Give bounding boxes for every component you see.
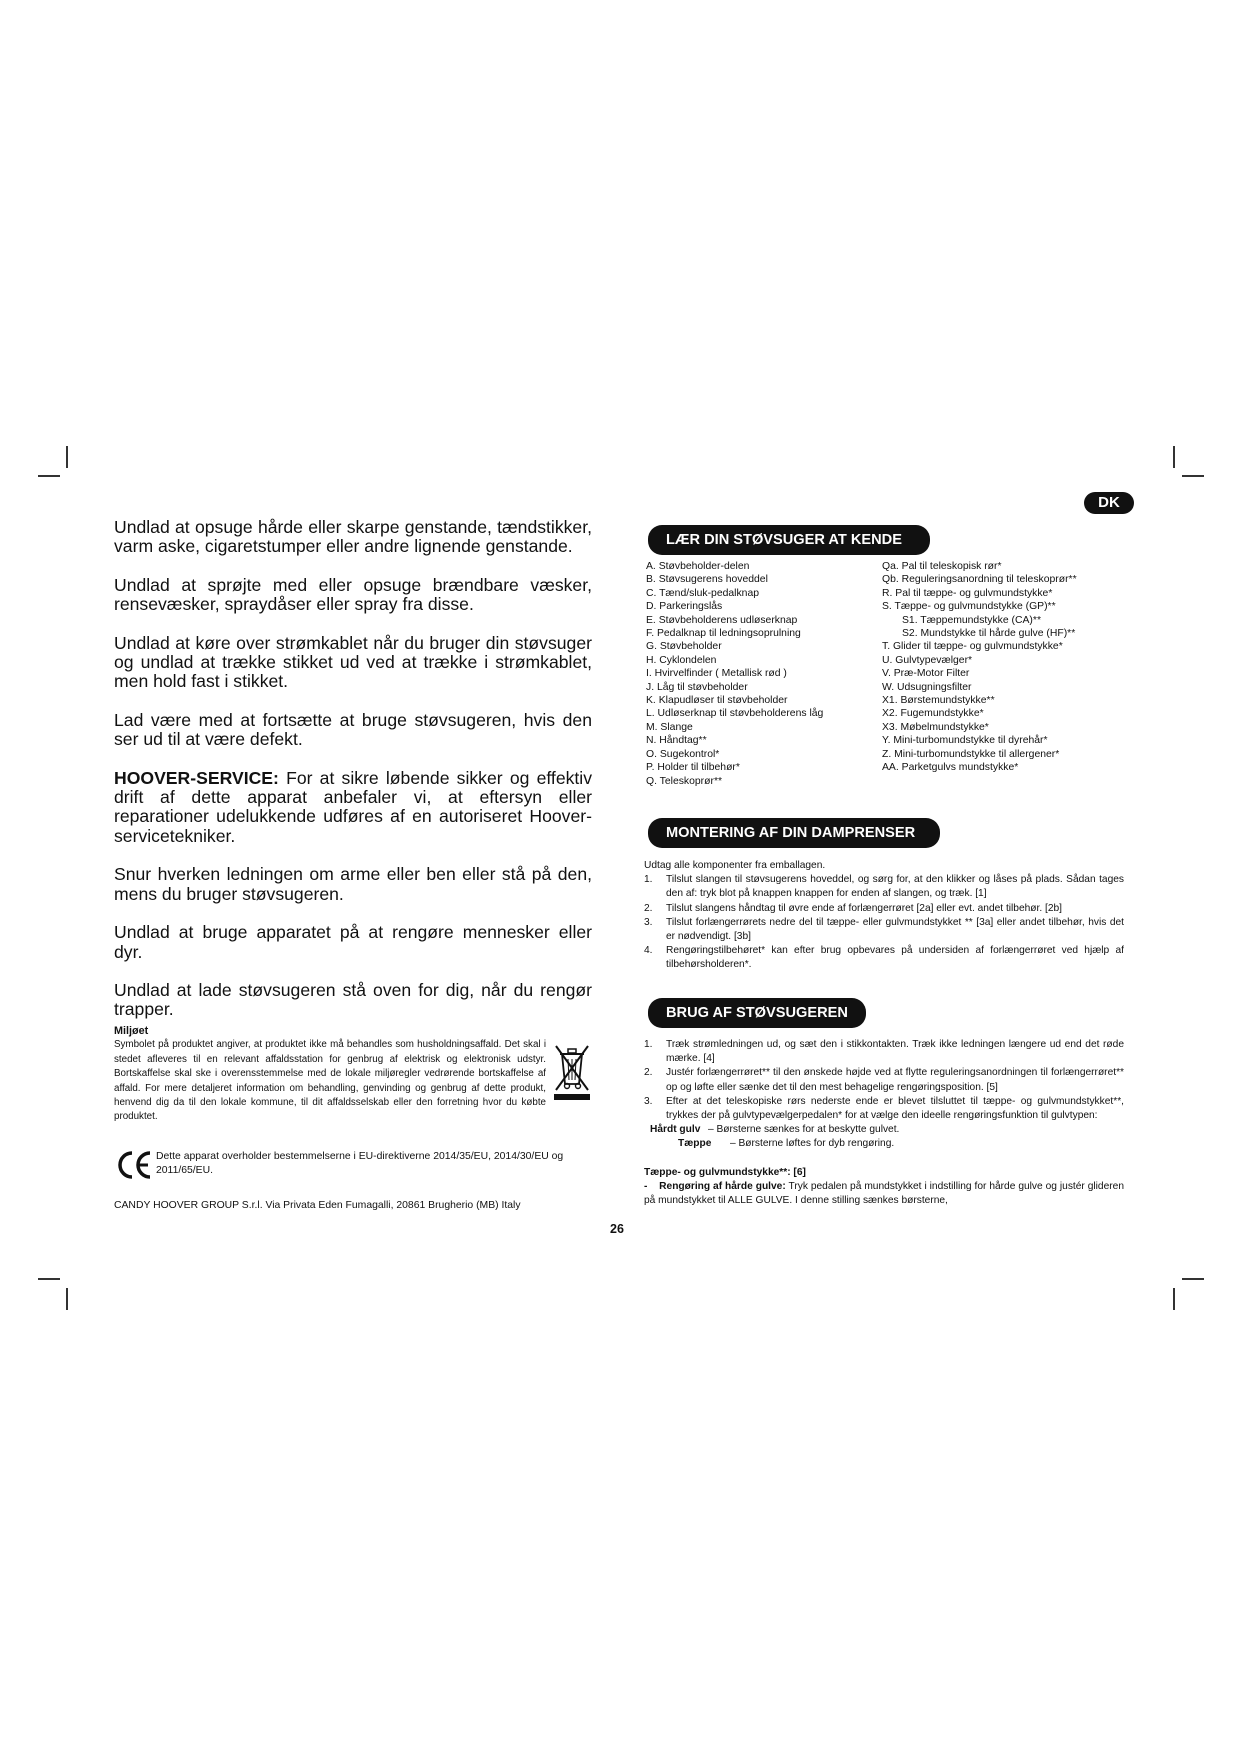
part-item: X3. Møbelmundstykke* [882,721,989,733]
environment-title: Miljøet [114,1025,149,1037]
part-item: E. Støvbeholderens udløserknap [646,614,798,626]
assembly-intro: Udtag alle komponenter fra emballagen. [644,860,826,871]
warning-paragraph: Snur hverken ledningen om arme eller ben eller stå på den, mens du bruger støvsugeren. [114,864,592,904]
part-item: N. Håndtag** [646,735,707,747]
part-item: AA. Parketgulvs mundstykke* [882,762,1019,774]
assembly-steps [644,859,1124,973]
hoover-service-text: For at sikre løbende sikker og effektiv drift af dette apparat anbefaler vi, at eftersyn eller reparationer udelukkende udføres af en autoriseret Hoover-servicetekniker. [114,767,592,846]
part-item: S. Tæppe- og gulvmundstykke (GP)** [882,601,1056,613]
crop-mark [1173,1288,1175,1310]
part-item: G. Støvbeholder [646,641,722,653]
crop-mark [1182,475,1204,477]
environment-section [114,1024,592,1125]
floor-option-carpet: Tæppe – Børsterne løftes for dyb rengøring. [678,1138,895,1150]
part-item: F. Pedalknap til ledningsoprulning [646,628,801,640]
usage-steps [644,1038,1124,1208]
list-item: 1. Tilslut slangen til støvsugerens hoveddel, og sørg for, at den klikker og låses på plads. Sådan tages den af: tryk blot på knappen knappen for enden af slangen, og træk. [1] [644,874,1124,900]
part-item: O. Sugekontrol* [646,748,720,760]
section-heading-usage: BRUG AF STØVSUGEREN [648,998,866,1028]
part-item: I. Hvirvelfinder ( Metallisk rød ) [646,668,787,680]
part-item: K. Klapudløser til støvbeholder [646,695,788,707]
warning-paragraph: Undlad at sprøjte med eller opsuge brændbare væsker, rensevæsker, spraydåser eller spray fra disse. [114,574,592,615]
hoover-service-paragraph [114,769,592,847]
part-item: R. Pal til tæppe- og gulvmundstykke* [882,587,1053,599]
warning-paragraph: Undlad at opsuge hårde eller skarpe genstande, tændstikker, varm aske, cigaretstumper eller andre lignende genstande. [114,517,592,557]
page-number: 26 [610,1222,624,1236]
warning-paragraph: Undlad at lade støvsugeren stå oven for dig, når du rengør trapper. [114,979,592,1020]
safety-warnings [114,518,592,1039]
part-item: Z. Mini-turbomundstykke til allergener* [882,748,1060,760]
list-item: 3. Efter at det teleskopiske rørs nederste ende er blevet tilsluttet til tæppe- og gulvmundstykket**, trykkes der på gulvtypevælgerpedalen* for at vælge den ideelle rengøringsfunktion til gulvtypen: [644,1095,1124,1122]
crop-mark [66,1288,68,1310]
part-item: W. Udsugningsfilter [882,681,972,693]
environment-text: Symbolet på produktet angiver, at produktet ikke må behandles som husholdningsaffald. Det skal i stedet afleveres til en relevant affaldsstation for genbrug af elektrisk og elektronisk udstyr. Bortskaffelse skal ske i overensstemmelse med de lokale miljøregler vedrørende bortskaffelse af affald. For mere detaljeret information om behandling, genvinding og genbrug af dette produkt, henvend dig da til den lokale kommune, til dit affaldsselskab eller den forretning hvor du købte produktet. [114,1039,546,1123]
part-item: Y. Mini-turbomundstykke til dyrehår* [882,735,1048,747]
part-item: Qb. Reguleringsanordning til teleskoprør** [882,574,1077,586]
part-item: A. Støvbeholder-delen [646,561,750,572]
list-item: 2. Tilslut slangens håndtag til øvre ende af forlængerrøret [2a] eller evt. andet tilbehør. [2b] [644,902,1063,914]
list-item: 1. Træk strømledningen ud, og sæt den i stikkontakten. Træk ikke ledningen længere ud end det røde mærke. [4] [644,1039,1124,1065]
ce-text: Dette apparat overholder bestemmelserne i EU-direktiverne 2014/35/EU, 2014/30/EU og 2011/65/EU. [156,1151,564,1177]
part-item: X2. Fugemundstykke* [882,708,984,720]
floor-option-hard: Hårdt gulv – Børsterne sænkes for at beskytte gulvet. [650,1124,900,1136]
crop-mark [1182,1278,1204,1280]
warning-paragraph: Undlad at køre over strømkablet når du bruger din støvsuger og undlad at trække stikket ud ved at trække i strømkablet, men hold fast i stikket. [114,632,592,692]
part-item: S2. Mundstykke til hårde gulve (HF)** [902,628,1076,640]
hoover-service-lead: HOOVER-SERVICE: [114,767,279,788]
part-item: L. Udløserknap til støvbeholderens låg [646,708,824,720]
part-item: V. Præ-Motor Filter [882,668,970,680]
section-heading-know-your-cleaner: LÆR DIN STØVSUGER AT KENDE [648,525,930,555]
company-address: CANDY HOOVER GROUP S.r.l. Via Privata Eden Fumagalli, 20861 Brugherio (MB) Italy [114,1200,521,1211]
part-item: T. Glider til tæppe- og gulvmundstykke* [882,641,1063,653]
crop-mark [38,475,60,477]
part-item: Qa. Pal til teleskopisk rør* [882,561,1002,572]
part-item: S1. Tæppemundstykke (CA)** [902,614,1041,626]
list-item: 4. Rengøringstilbehøret* kan efter brug opbevares på undersiden af forlængerrøret ved hjælp af tilbehørsholderen*. [644,945,1124,971]
parts-list-right [882,560,1077,775]
part-item: D. Parkeringslås [646,601,723,613]
part-item: J. Låg til støvbeholder [646,681,748,693]
part-item: H. Cyklondelen [646,654,717,666]
ce-declaration [114,1150,592,1180]
crop-mark [38,1278,60,1280]
weee-bin-icon [552,1040,592,1102]
part-item: C. Tænd/sluk-pedalknap [646,587,760,599]
section-heading-assembly: MONTERING AF DIN DAMPRENSER [648,818,940,848]
language-badge: DK [1084,492,1134,514]
part-item: U. Gulvtypevælger* [882,654,973,666]
part-item: B. Støvsugerens hoveddel [646,574,768,586]
parts-list-left [646,560,823,788]
list-item: 2. Justér forlængerrøret** til den ønskede højde ved at flytte reguleringsanordningen til forlængerrøret** op og løfte eller sænke det til den mest behagelige rengøringsposition. [5] [644,1067,1124,1093]
part-item: Q. Teleskoprør** [646,775,723,787]
warning-paragraph: Lad være med at fortsætte at bruge støvsugeren, hvis den ser ud til at være defekt. [114,709,592,750]
part-item: M. Slange [646,721,693,733]
ce-mark-icon [114,1150,154,1180]
part-item: X1. Børstemundstykke** [882,695,995,707]
crop-mark [66,446,68,468]
nozzle-heading: Tæppe- og gulvmundstykke**: [6] [644,1166,806,1178]
warning-paragraph: Undlad at bruge apparatet på at rengøre mennesker eller dyr. [114,922,592,962]
crop-mark [1173,446,1175,468]
part-item: P. Holder til tilbehør* [646,762,740,774]
list-item: 3. Tilslut forlængerrørets nedre del til tæppe- eller gulvmundstykket ** [3a] eller andet tilbehør, hvis det er nødvendigt. [3b] [644,916,1124,943]
hard-floor-paragraph: - Rengøring af hårde gulve: Tryk pedalen på mundstykket i indstilling for hårde gulve og justér glideren på mundstykket til ALLE GULVE. I denne stilling sænkes børsterne, [644,1180,1124,1207]
